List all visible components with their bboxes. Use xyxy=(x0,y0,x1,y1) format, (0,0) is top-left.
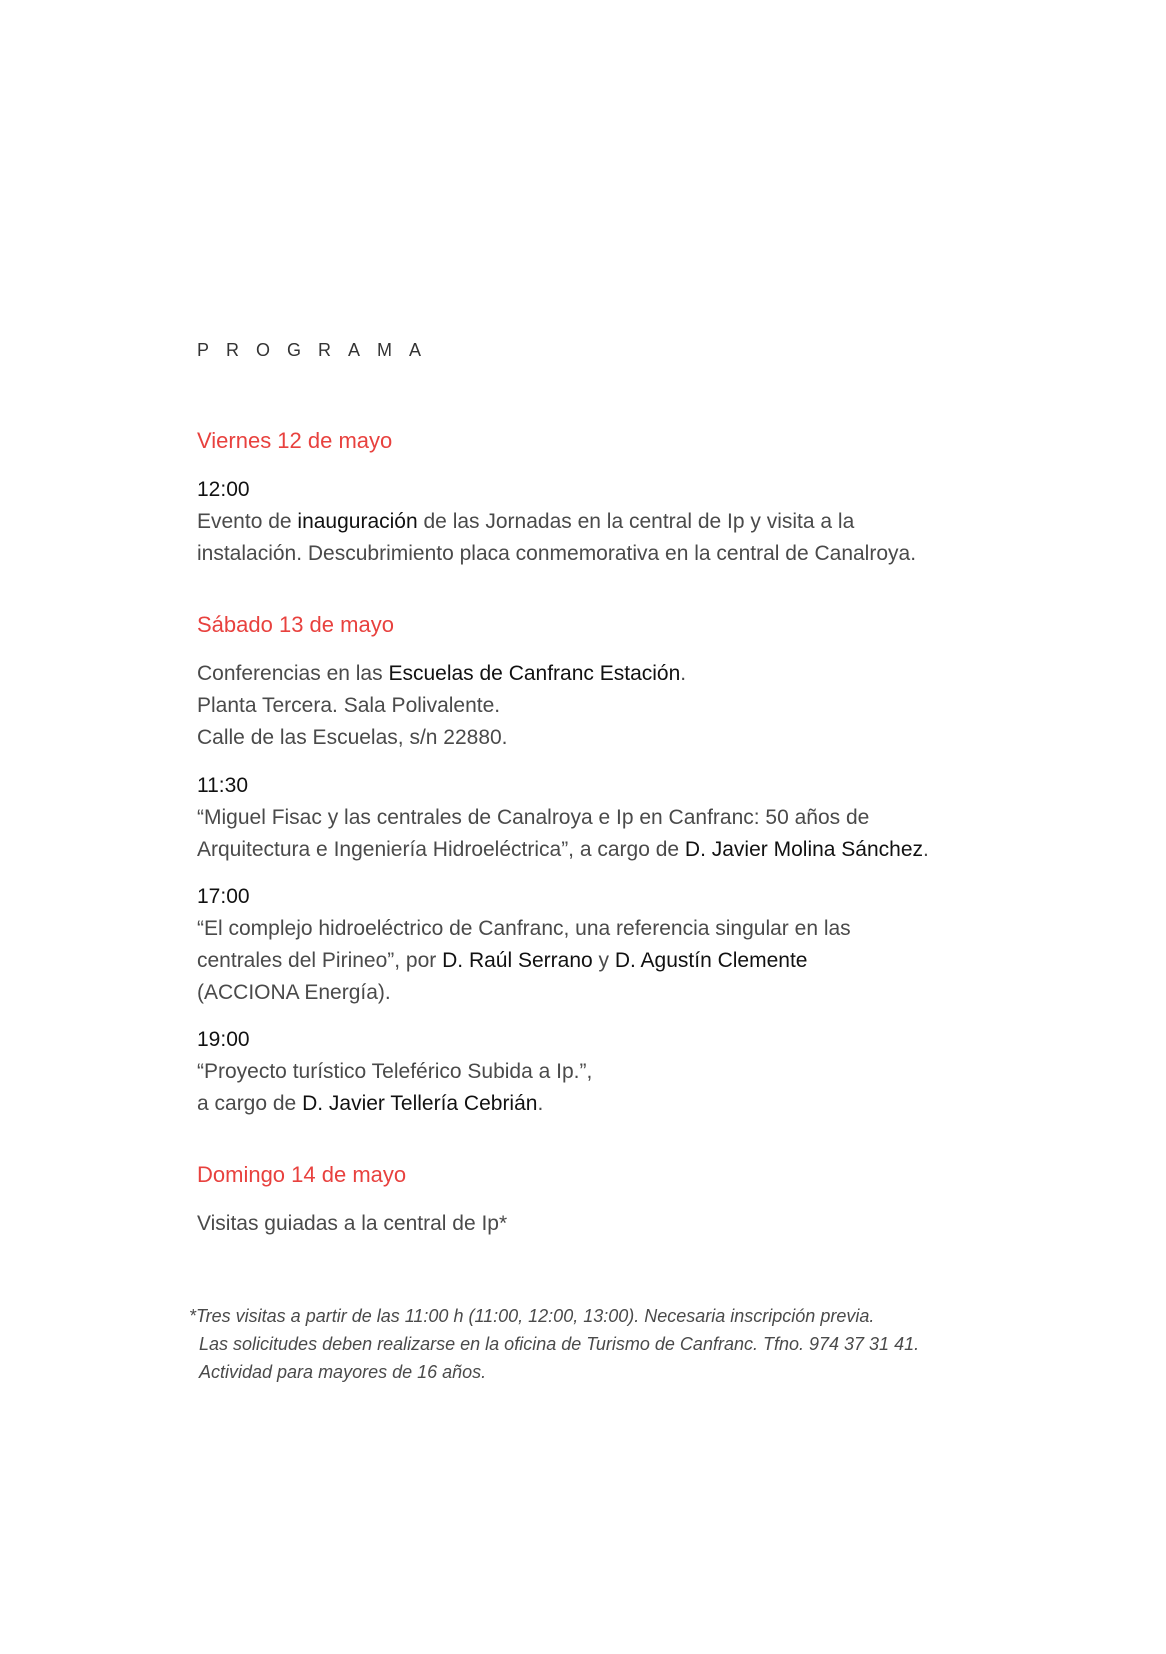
text-span: . xyxy=(680,662,687,685)
page-title: PROGRAMA xyxy=(197,340,439,360)
text-span: centrales del Pirineo”, por xyxy=(197,949,443,972)
talk-line xyxy=(197,1088,592,1120)
talk-3 xyxy=(197,1024,592,1120)
venue-line xyxy=(197,658,686,690)
text-span: y xyxy=(592,949,615,972)
text-span: Conferencias en las xyxy=(197,662,389,685)
speaker-name: D. Javier Tellería Cebrián xyxy=(302,1092,538,1115)
speaker-name: D. Raúl Serrano xyxy=(442,949,593,972)
speaker-name: D. Agustín Clemente xyxy=(614,949,808,972)
text-span: a cargo de xyxy=(197,1092,303,1115)
talk-line xyxy=(197,945,851,977)
event-sunday: Visitas guiadas a la central de Ip* xyxy=(197,1212,508,1235)
event-description-line xyxy=(197,506,916,538)
text-span: Evento de xyxy=(197,510,298,533)
talk-line: “Proyecto turístico Teleférico Subida a Ip.”, xyxy=(197,1060,593,1083)
footnote-line: *Tres visitas a partir de las 11:00 h (11:00, 12:00, 13:00). Necesaria inscripción previa. xyxy=(189,1306,875,1326)
talk-line: “Miguel Fisac y las centrales de Canalroya e Ip en Canfranc: 50 años de xyxy=(197,806,870,829)
talk-line: (ACCIONA Energía). xyxy=(197,981,391,1004)
talk-time: 19:00 xyxy=(197,1028,250,1051)
day-heading-sunday: Domingo 14 de mayo xyxy=(197,1162,407,1187)
footnote-line: Actividad para mayores de 16 años. xyxy=(199,1362,487,1382)
footnote xyxy=(189,1302,919,1386)
text-span: . xyxy=(537,1092,544,1115)
text-span: . xyxy=(923,838,929,861)
speaker-name: D. Javier Molina Sánchez xyxy=(684,838,924,861)
event-time: 12:00 xyxy=(197,478,250,501)
venue-line: Planta Tercera. Sala Polivalente. xyxy=(197,694,501,717)
text-span: de las Jornadas en la central de Ip y visita a la xyxy=(417,510,855,533)
event-friday xyxy=(197,474,916,570)
venue-saturday xyxy=(197,658,686,754)
text-strong: Escuelas de Canfranc Estación xyxy=(388,662,681,685)
talk-time: 11:30 xyxy=(197,774,248,797)
event-description-line: instalación. Descubrimiento placa conmemorativa en la central de Canalroya. xyxy=(197,542,917,565)
text-span: Arquitectura e Ingeniería Hidroeléctrica”, a cargo de xyxy=(197,838,685,861)
text-strong: inauguración xyxy=(297,510,418,533)
talk-time: 17:00 xyxy=(197,885,250,908)
day-heading-friday: Viernes 12 de mayo xyxy=(197,428,393,453)
talk-line: “El complejo hidroeléctrico de Canfranc, una referencia singular en las xyxy=(197,917,851,940)
venue-line: Calle de las Escuelas, s/n 22880. xyxy=(197,726,508,749)
talk-1 xyxy=(197,770,929,866)
talk-2 xyxy=(197,881,851,1009)
footnote-line: Las solicitudes deben realizarse en la oficina de Turismo de Canfranc. Tfno. 974 37 31 41. xyxy=(199,1334,920,1354)
day-heading-saturday: Sábado 13 de mayo xyxy=(197,612,394,637)
talk-line xyxy=(197,834,929,866)
